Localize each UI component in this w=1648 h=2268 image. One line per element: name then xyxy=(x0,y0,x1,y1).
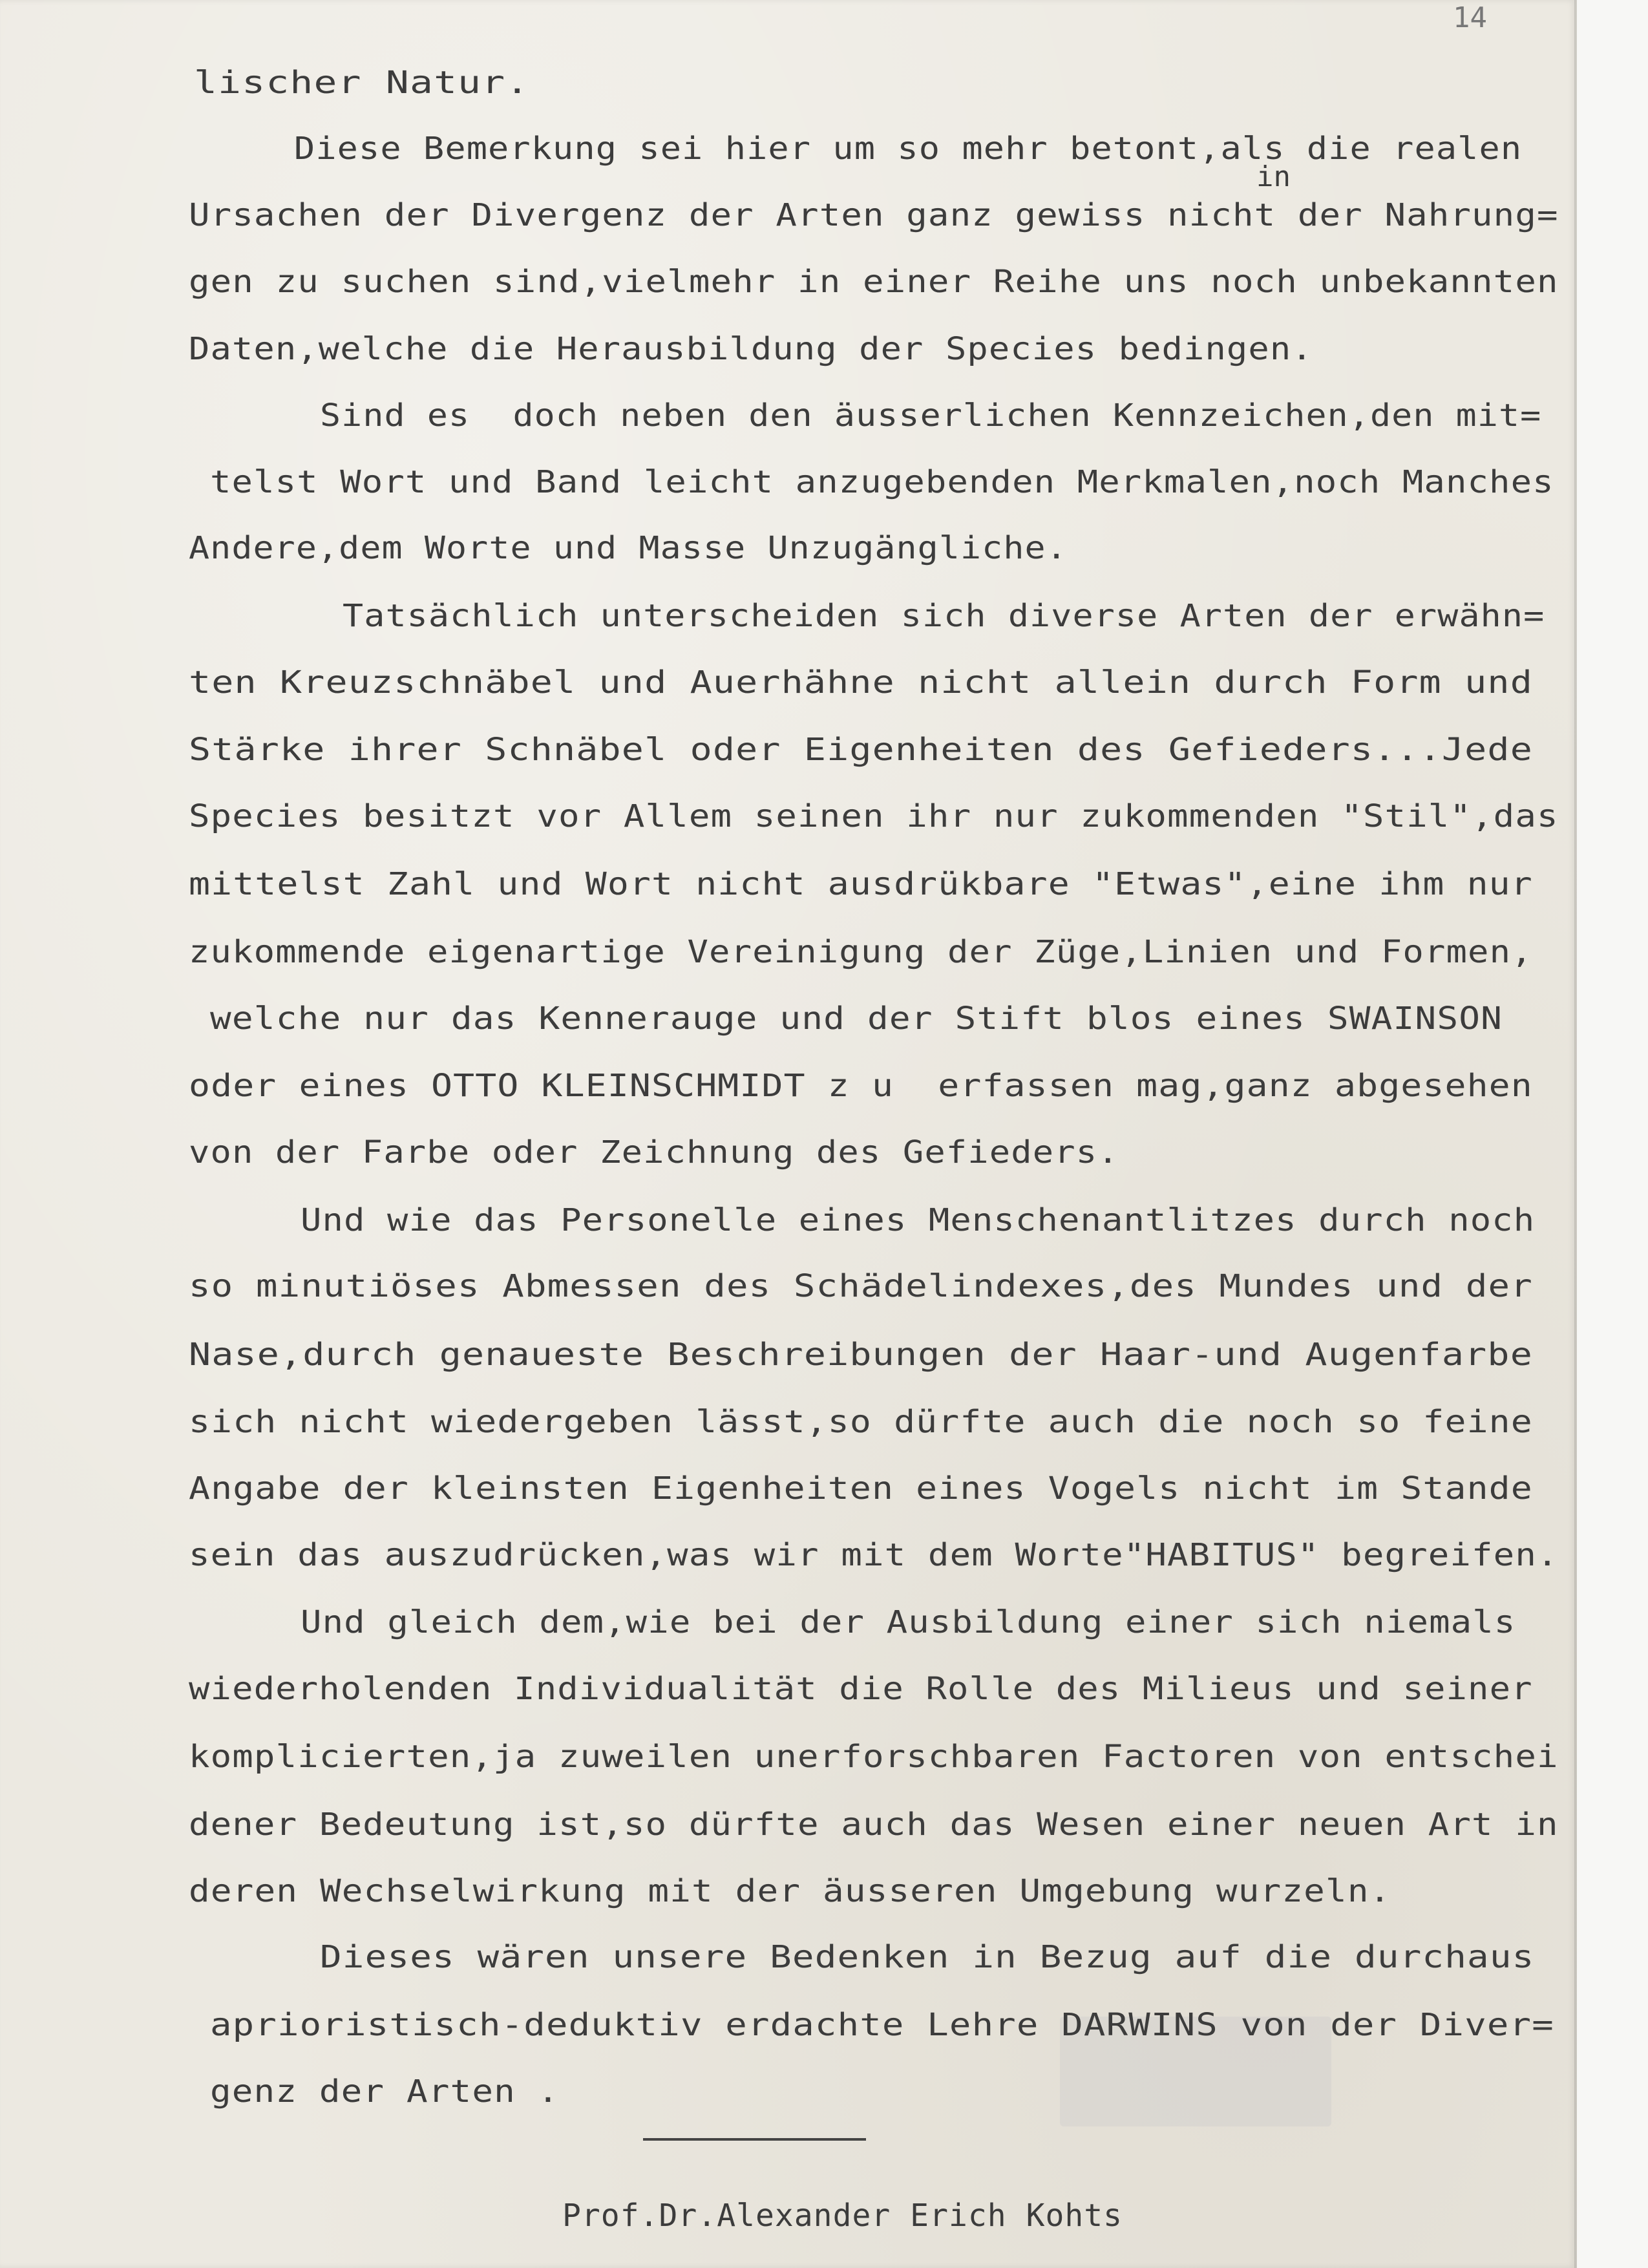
text-line: aprioristisch-deduktiv erdachte Lehre DARWINS von der Diver= xyxy=(210,2007,1554,2043)
text-line: Andere,dem Worte und Masse Unzugängliche. xyxy=(189,530,1068,566)
text-line: Ursachen der Divergenz der Arten ganz gewiss nicht der Nahrung= xyxy=(189,197,1559,233)
signature-line: Prof.Dr.Alexander Erich Kohts xyxy=(562,2198,1123,2234)
text-line: Angabe der kleinsten Eigenheiten eines Vogels nicht im Stande xyxy=(189,1470,1533,1507)
text-line: deren Wechselwirkung mit der äusseren Umgebung wurzeln. xyxy=(189,1873,1391,1909)
text-line: telst Wort und Band leicht anzugebenden Merkmalen,noch Manches xyxy=(210,464,1554,500)
text-line: Species besitzt vor Allem seinen ihr nur zukommenden "Stil",das xyxy=(189,798,1559,834)
text-line: Dieses wären unsere Bedenken in Bezug auf die durchaus xyxy=(320,1939,1535,1975)
text-line: ten Kreuzschnäbel und Auerhähne nicht allein durch Form und xyxy=(189,664,1533,701)
text-line: mittelst Zahl und Wort nicht ausdrükbare "Etwas",eine ihm nur xyxy=(189,866,1533,902)
signature-rule xyxy=(643,2138,866,2141)
handwritten-insertion: in xyxy=(1256,160,1291,193)
text-line: Stärke ihrer Schnäbel oder Eigenheiten des Gefieders...Jede xyxy=(189,732,1533,768)
text-line: Daten,welche die Herausbildung der Species bedingen. xyxy=(189,331,1313,367)
text-line: gen zu suchen sind,vielmehr in einer Reihe uns noch unbekannten xyxy=(189,264,1559,300)
text-line: genz der Arten . xyxy=(210,2073,560,2110)
page-number: 14 xyxy=(1453,1,1487,34)
text-line: oder eines OTTO KLEINSCHMIDT z u erfassen mag,ganz abgesehen xyxy=(189,1068,1533,1104)
text-line: so minutiöses Abmessen des Schädelindexes,des Mundes und der xyxy=(189,1268,1533,1304)
text-line: Tatsächlich unterscheiden sich diverse Arten der erwähn= xyxy=(343,598,1545,634)
text-line: sein das auszudrücken,was wir mit dem Worte"HABITUS" begreifen. xyxy=(189,1537,1559,1573)
text-line: dener Bedeutung ist,so dürfte auch das Wesen einer neuen Art in xyxy=(189,1807,1559,1843)
text-line: von der Farbe oder Zeichnung des Gefieders. xyxy=(189,1134,1119,1171)
text-line: Und wie das Personelle eines Menschenantlitzes durch noch xyxy=(301,1202,1536,1238)
text-line: sich nicht wiedergeben lässt,so dürfte auch die noch so feine xyxy=(189,1404,1533,1440)
text-line: Sind es doch neben den äusserlichen Kennzeichen,den mit= xyxy=(320,397,1542,434)
text-line: Diese Bemerkung sei hier um so mehr betont,als die realen xyxy=(294,131,1523,167)
scan-margin xyxy=(1577,0,1648,2268)
text-line: komplicierten,ja zuweilen unerforschbaren Factoren von entschei xyxy=(189,1739,1559,1775)
text-line: welche nur das Kennerauge und der Stift blos eines SWAINSON xyxy=(210,1001,1503,1037)
text-line: wiederholenden Individualität die Rolle des Milieus und seiner xyxy=(189,1671,1533,1707)
text-line: Nase,durch genaueste Beschreibungen der Haar-und Augenfarbe xyxy=(189,1337,1533,1373)
text-line: zukommende eigenartige Vereinigung der Züge,Linien und Formen, xyxy=(189,934,1533,970)
text-line: Und gleich dem,wie bei der Ausbildung einer sich niemals xyxy=(301,1604,1516,1640)
text-line: lischer Natur. xyxy=(194,65,530,101)
